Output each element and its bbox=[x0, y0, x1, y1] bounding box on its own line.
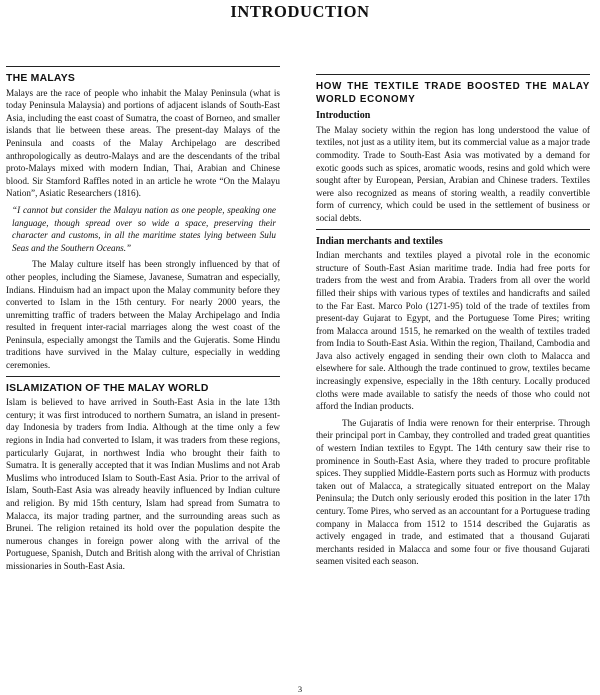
raffles-quote: “I cannot but consider the Malayu nation as one people, speaking one language, though spread over so wide a space, preserving their character and customs, in all the maritime states lying between Sulu Seas and the Southern Oceans.” bbox=[12, 204, 276, 253]
paragraph: The Gujaratis of India were renown for their enterprise. Through their principal port in Cambay, they controlled and traded great quantities of western Indian textiles to Egypt. The 14th century saw their rise to prominence in South-East Asia, where they traded to procure profitable spices. They supplied Middle-Eastern ports such as Hormuz with products taken out of Malacca, a strategically situated entreport on the Malay Peninsula; the Dutch only seriously eroded this position in the later 17th century. Tome Pires, who served as an accountant for a Portuguese trading company in Malacca from 1512 to 1514 described the Gujaratis as actively engaged in trade, and estimated that a thousand Gujarati merchants resided in Malacca and some four or five thousand Gujarati seamen visited each season. bbox=[316, 417, 590, 567]
section-rule bbox=[316, 229, 590, 230]
subheading-introduction: Introduction bbox=[316, 110, 371, 122]
page-title: INTRODUCTION bbox=[230, 2, 370, 21]
section-heading-islamization: ISLAMIZATION OF THE MALAY WORLD bbox=[6, 382, 209, 394]
right-column bbox=[316, 74, 590, 568]
paragraph: The Malay society within the region has long understood the value of textiles, not just as a utility item, but its commercial value as a major trade commodity. Trade to South-East Asia was motivated by a demand for exotic goods such as spices, aromatic woods, resins and gold which were sought after by European, Persian, Arabian and Chinese traders. Textiles were also recognized as means of storing wealth, a readily convertible form of currency, which could be used in the settlement of business or social debts. bbox=[316, 124, 590, 223]
paragraph: Malays are the race of people who inhabit the Malay Peninsula (what is today Peninsula Malaysia) and portions of adjacent islands of South-East Asia, including the east coast of Sumatra, the coast of Borneo, and smaller islands that lie between these areas. The present-day Malays of the Peninsula and coasts of the Malay Archipelago are described anthropologically as deutro-Malays and are the descendants of the tribal proto-Malays mixed with modern Indian, Thai, Arabian and Chinese blood. Sir Stamford Raffles noted in an article he wrote “On the Malayu Nation”, Asiatic Researchers (1816). bbox=[6, 87, 280, 199]
section-rule bbox=[316, 74, 590, 75]
paragraph: Indian merchants and textiles played a pivotal role in the economic structure of South-East Asian maritime trade. India had free ports for traders from the west and from Arabia. Traders from all over the world filled their ships with various types of textiles and handicrafts and sailed to the Far East. Marco Polo (1271-95) told of the trade of textiles from present-day Gujarat to Egypt, and the Portuguese Tome Pires; writing from Malacca around 1515, he remarked on the wealth of textiles traded from India to South-East Asia. Within the region, Thailand, Cambodia and Java also actively engaged in sending their own cloth to Malacca and elsewhere for sale. Although the trade continued to grow, textiles became increasingly expensive, especially in the 18th century. Locally produced cloths were made available to satisfy the needs of those who could not afford the Indian products. bbox=[316, 250, 590, 412]
section-rule bbox=[6, 66, 280, 67]
left-column bbox=[6, 66, 280, 573]
section-heading-textile-trade: HOW THE TEXTILE TRADE BOOSTED THE MALAY WORLD ECONOMY bbox=[316, 81, 590, 105]
section-rule bbox=[6, 376, 280, 377]
page-number: 3 bbox=[297, 684, 303, 694]
section-heading-the-malays: THE MALAYS bbox=[6, 73, 76, 84]
paragraph: Islam is believed to have arrived in South-East Asia in the late 13th century; it was first introduced to northern Sumatra, an island in present-day Indonesia by traders from India. Although at the time only a few regions in India had converted to Islam, it was traders from these regions, particularly Gujarat, in northwest India who brought their faith to Sumatra. It is generally accepted that it was Indian Muslims and not Arab Muslims who introduced Islam to South-East Asia. Prior to the arrival of Islam, South-East Asia was already heavily influenced by Indian culture and religion. By mid 15th century, Islam had spread from Sumatra to Malacca, its major trading partner, and the surrounding areas such as Brunei. The religion retained its hold over the population despite the numerous changes in foreign power along with the arrival of the Portuguese, Spanish, Dutch and British along with the arrival of Christian missionaries in South-East Asia. bbox=[6, 397, 280, 571]
paragraph: The Malay culture itself has been strongly influenced by that of other peoples, including the Siamese, Javanese, Sumatran and especially, Indians. Hinduism had an impact upon the Malay community before they converted to Islam in the 15th century. For nearly 2000 years, the unremitting traffic of traders between the Malay Archipelago and India resulted in frequent inter-racial marriages along the west coast of the Peninsula, especially amongst the Tamils and the Gujeratis. Some Hindu traditions have survived in the Malay culture, especially in wedding ceremonies. bbox=[6, 259, 280, 371]
subheading-indian-merchants: Indian merchants and textiles bbox=[316, 235, 443, 247]
